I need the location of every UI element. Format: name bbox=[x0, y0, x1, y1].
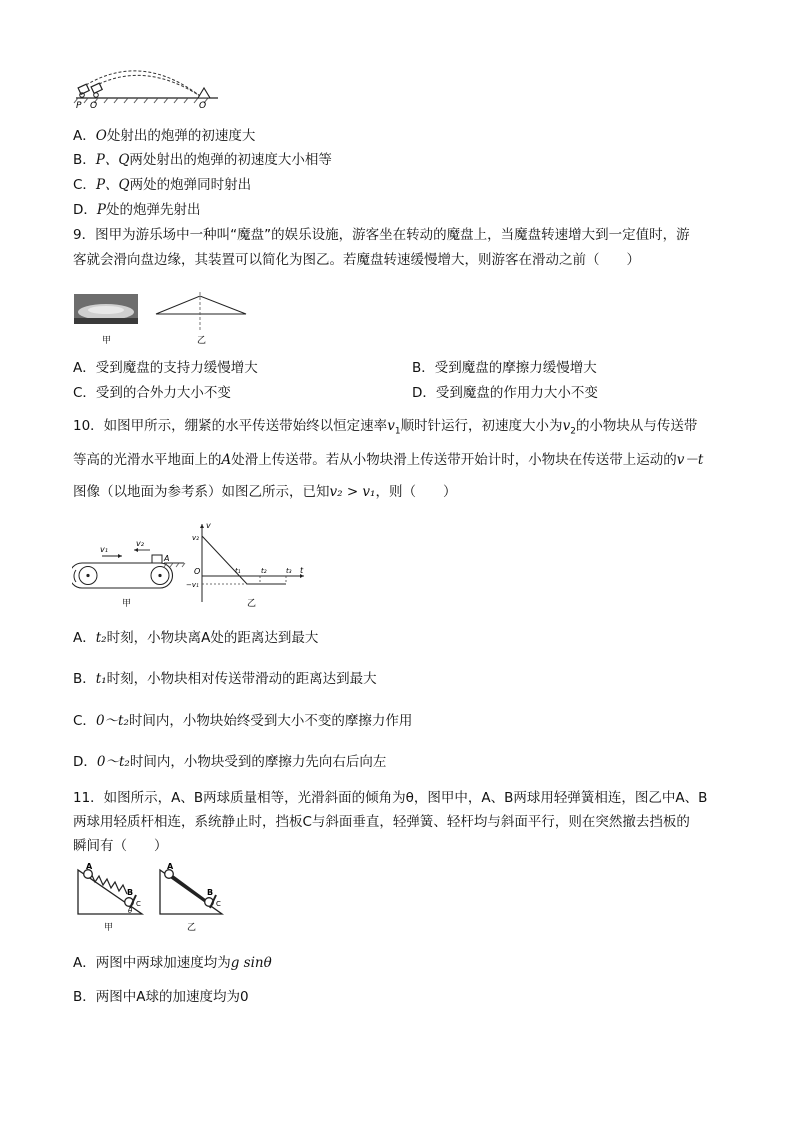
label-Q: Q bbox=[90, 101, 98, 108]
q8-projectile-figure bbox=[72, 58, 222, 108]
v2-tick-label: v₂ bbox=[192, 534, 199, 542]
origin-label: O bbox=[194, 567, 201, 576]
incline-spring-diagram bbox=[78, 862, 142, 933]
q11-stem-line1: 11．如图所示，A、B两球质量相等，光滑斜面的倾角为θ，图甲中，A、B两球用轻弹簧相连，图乙中A、B bbox=[73, 790, 708, 806]
q9-figures bbox=[72, 288, 252, 346]
q8-option-a: A．O处射出的炮弹的初速度大 bbox=[73, 128, 256, 144]
q9-fig-label-jia: 甲 bbox=[102, 336, 112, 346]
t3-tick-label: t₃ bbox=[286, 567, 292, 575]
ball-A-label-yi: A bbox=[167, 862, 174, 871]
q11-figures bbox=[72, 862, 232, 937]
q10-figures bbox=[72, 518, 312, 610]
ball-B-label-jia: B bbox=[127, 888, 134, 897]
q11-fig-label-jia: 甲 bbox=[104, 923, 114, 933]
q9-option-d: D．受到魔盘的作用力大小不变 bbox=[412, 385, 598, 401]
plate-C-label-jia: C bbox=[136, 900, 141, 908]
q8-option-c: C．P、Q两处的炮弹同时射出 bbox=[73, 177, 252, 193]
ball-B-label-yi: B bbox=[207, 888, 214, 897]
label-v1: v₁ bbox=[100, 545, 108, 554]
label-P: P bbox=[76, 101, 82, 108]
q8-option-d: D．P处的炮弹先射出 bbox=[73, 202, 201, 218]
t2-tick-label: t₂ bbox=[261, 567, 267, 575]
axis-t-label: t bbox=[300, 566, 304, 575]
theta-label-jia: θ bbox=[128, 907, 133, 915]
q11-stem-line2: 两球用轻质杆相连，系统静止时，挡板C与斜面垂直，轻弹簧、轻杆均与斜面平行，则在突然撤去挡板的 bbox=[73, 814, 690, 830]
q10-stem-line3: 图像（以地面为参考系）如图乙所示，已知v₂ > v₁，则（ ） bbox=[73, 484, 457, 500]
neg-v1-tick-label: −v₁ bbox=[186, 581, 199, 589]
t1-tick-label: t₁ bbox=[235, 567, 241, 575]
q11-option-a: A．两图中两球加速度均为g sinθ bbox=[73, 955, 272, 971]
q11-fig-label-yi: 乙 bbox=[187, 923, 197, 933]
label-O: O bbox=[199, 101, 207, 108]
q11-stem-line3: 瞬间有（ ） bbox=[73, 838, 168, 854]
q10-stem-line2: 等高的光滑水平地面上的A处滑上传送带。若从小物块滑上传送带开始计时，小物块在传送带上运动的v－t bbox=[73, 452, 704, 468]
axis-v-label: v bbox=[206, 521, 211, 530]
ball-A-label-jia: A bbox=[86, 862, 93, 871]
q9-option-b: B．受到魔盘的摩擦力缓慢增大 bbox=[412, 360, 597, 376]
q10-option-a: A．t₂时刻，小物块离A处的距离达到最大 bbox=[73, 630, 319, 646]
incline-rod-diagram bbox=[160, 862, 222, 933]
q10-fig-label-yi: 乙 bbox=[247, 599, 257, 609]
q9-option-c: C．受到的合外力大小不变 bbox=[73, 385, 231, 401]
label-A: A bbox=[164, 554, 170, 563]
q10-option-d: D．0～t₂时间内，小物块受到的摩擦力先向右后向左 bbox=[73, 754, 387, 770]
q9-option-a: A．受到魔盘的支持力缓慢增大 bbox=[73, 360, 258, 376]
q10-option-b: B．t₁时刻，小物块相对传送带滑动的距离达到最大 bbox=[73, 671, 377, 687]
q11-option-b: B．两图中A球的加速度均为0 bbox=[73, 989, 249, 1005]
conveyor-belt-diagram bbox=[72, 539, 185, 609]
vt-graph bbox=[186, 521, 304, 609]
q9-stem-line1: 9．图甲为游乐场中一种叫“魔盘”的娱乐设施，游客坐在转动的魔盘上，当魔盘转速增大到一定值时，游 bbox=[73, 227, 690, 243]
q9-fig-label-yi: 乙 bbox=[197, 336, 207, 346]
label-v2: v₂ bbox=[136, 539, 144, 548]
q8-option-b: B．P、Q两处射出的炮弹的初速度大小相等 bbox=[73, 152, 332, 168]
q10-stem-line1: 10．如图甲所示，绷紧的水平传送带始终以恒定速率$v_1$顺时针运行，初速度大小为$v_2$的小物块从与传送带 bbox=[73, 418, 698, 437]
q10-fig-label-jia: 甲 bbox=[122, 599, 132, 609]
plate-C-label-yi: C bbox=[216, 900, 221, 908]
q10-option-c: C．0～t₂时间内，小物块始终受到大小不变的摩擦力作用 bbox=[73, 713, 413, 729]
q9-stem-line2: 客就会滑向盘边缘，其装置可以简化为图乙。若魔盘转速缓慢增大，则游客在滑动之前（ ） bbox=[73, 252, 640, 268]
